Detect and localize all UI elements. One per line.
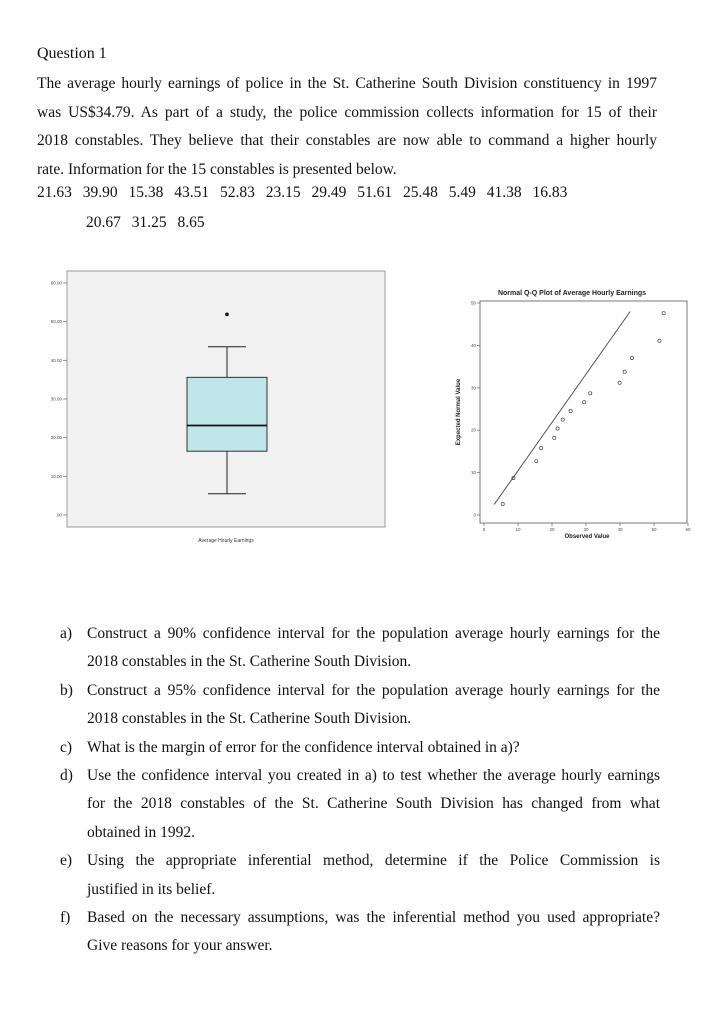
question-line: obtained in 1992. — [87, 823, 196, 841]
intro-line: The average hourly earnings of police in the St. Catherine South Division constituency in 1997 — [37, 75, 657, 92]
intro-line: was US$34.79. As part of a study, the police commission collects information for 15 of their — [37, 103, 657, 121]
qq-x-tick-label: 40 — [617, 527, 623, 532]
question-line: Give reasons for your answer. — [87, 937, 273, 955]
qq-x-tick-label: 0 — [482, 527, 486, 532]
intro-paragraph — [37, 70, 657, 184]
question-f — [60, 904, 660, 961]
question-label: d) — [60, 767, 73, 785]
boxplot-box — [187, 377, 267, 451]
intro-line: 2018 constables. They believe that their constables are now able to command a higher hourly — [37, 132, 657, 150]
boxplot-y-tick-label: 30.00 — [50, 396, 62, 402]
data-values-line-1: 21.63 39.90 15.38 43.51 52.83 23.15 29.49 51.61 25.48 5.49 41.38 16.83 — [37, 184, 568, 201]
qq-x-tick-label: 60 — [685, 527, 691, 532]
qq-y-tick-label: 30 — [470, 385, 476, 391]
question-c — [60, 734, 660, 762]
data-values-line-2: 20.67 31.25 8.65 — [86, 214, 205, 231]
boxplot-x-label: Average Hourly Earnings — [198, 538, 254, 544]
qq-y-tick-label: 10 — [470, 470, 476, 476]
question-line: Based on the necessary assumptions, was the inferential method you used appropriate? — [87, 909, 660, 927]
question-label: e) — [60, 852, 73, 870]
question-line: 2018 constables in the St. Catherine South Division. — [87, 653, 412, 671]
question-a — [60, 620, 660, 677]
question-list — [60, 620, 660, 961]
boxplot-y-tick-label: .00 — [55, 512, 62, 518]
qq-plot-area — [480, 301, 687, 523]
qq-x-tick-label: 10 — [515, 527, 521, 532]
qq-plot-chart — [445, 282, 705, 552]
boxplot-outlier-point — [225, 313, 229, 317]
qq-x-tick-label: 20 — [549, 527, 555, 532]
boxplot-y-tick-label: 40.00 — [50, 357, 62, 363]
question-line: Using the appropriate inferential method, determine if the Police Commission is — [87, 852, 660, 870]
boxplot-y-tick-label: 10.00 — [50, 473, 62, 479]
qq-y-tick-label: 40 — [470, 342, 476, 348]
boxplot-y-tick-label: 50.00 — [50, 319, 62, 325]
qq-x-tick-label: 50 — [651, 527, 657, 532]
qq-y-label: Expected Normal Value — [456, 378, 462, 446]
qq-plot-title: Normal Q-Q Plot of Average Hourly Earnings — [497, 290, 647, 297]
question-line: What is the margin of error for the confidence interval obtained in a)? — [87, 738, 520, 756]
question-label: f) — [60, 909, 71, 927]
question-line: Use the confidence interval you created in a) to test whether the average hourly earnings — [87, 767, 660, 785]
question-label: c) — [60, 738, 73, 756]
question-label: a) — [60, 625, 73, 642]
question-line: Construct a 90% confidence interval for the population average hourly earnings for the — [87, 625, 660, 642]
question-title: Question 1 — [37, 45, 107, 62]
question-d — [60, 762, 660, 847]
question-b — [60, 677, 660, 734]
question-line: justified in its belief. — [87, 880, 216, 898]
question-line: Construct a 95% confidence interval for the population average hourly earnings for the — [87, 681, 660, 699]
intro-line: rate. Information for the 15 constables is presented below. — [37, 160, 397, 178]
qq-y-tick-label: 50 — [470, 300, 476, 306]
question-line: for the 2018 constables of the St. Catherine South Division has changed from what — [87, 795, 660, 813]
boxplot-y-tick-label: 20.00 — [50, 435, 62, 441]
question-e — [60, 847, 660, 904]
qq-x-label: Observed Value — [564, 534, 610, 540]
qq-x-tick-label: 30 — [583, 527, 589, 532]
question-label: b) — [60, 681, 73, 699]
question-line: 2018 constables in the St. Catherine South Division. — [87, 710, 412, 728]
qq-y-tick-label: 20 — [470, 427, 476, 433]
qq-y-tick-label: 0 — [473, 512, 476, 518]
boxplot-chart — [30, 262, 395, 552]
boxplot-y-tick-label: 60.00 — [50, 280, 62, 286]
